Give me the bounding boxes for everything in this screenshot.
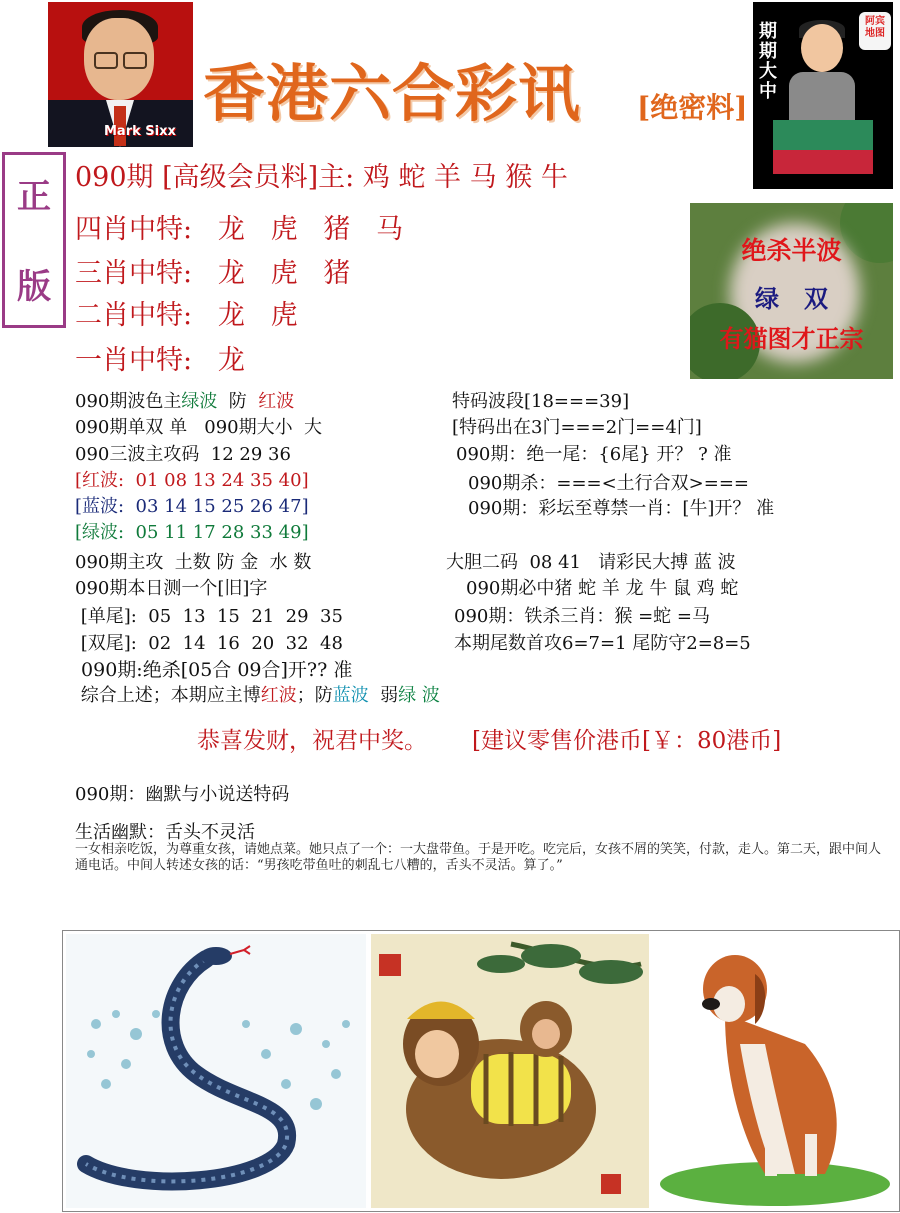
kill-line: 090期杀：===<土行合双>===: [468, 473, 750, 494]
four-zodiac-line: 四肖中特: 龙 虎 猪 马: [75, 214, 404, 245]
page-title-sub: [绝密料]: [637, 91, 748, 124]
price-text: [建议零售价港币[￥：80港币]: [472, 728, 782, 754]
story-heading: 090期：幽默与小说送特码: [75, 784, 290, 805]
zodiac-pictures: [62, 930, 900, 1212]
portrait-photo: [48, 2, 193, 147]
kill-combo-line: 090期:绝杀[05合 09合]开?? 准: [75, 659, 353, 681]
snake-picture: [66, 934, 366, 1208]
portrait-logo: Mark Sixx: [104, 124, 176, 139]
element-line: 090期主攻 土数 防 金 水 数: [75, 552, 312, 573]
cat-box-line3: 有猫图才正宗: [719, 324, 864, 353]
bold-two-code-line: 大胆二码 08 41 请彩民大搏 蓝 波: [446, 552, 736, 573]
one-zodiac-line: 一肖中特: 龙: [75, 345, 245, 376]
double-tail-line: [双尾]: 02 14 16 20 32 48: [75, 633, 343, 654]
wave-color-line: 090期波色主绿波 防 红波: [75, 391, 295, 412]
forbid-line: 090期：彩坛至尊禁一肖：[牛]开？ 准: [468, 498, 775, 519]
kill-three-line: 090期：铁杀三肖：猴 =蛇 =马: [454, 606, 710, 627]
congrats-text: 恭喜发财，祝君中奖。: [197, 728, 427, 754]
cat-box-line2: 绿 双: [754, 284, 829, 313]
dog-picture: [655, 934, 895, 1208]
cartoon-image: [753, 2, 893, 189]
three-zodiac-line: 三肖中特: 龙 虎 猪: [75, 258, 351, 289]
tail-kill-line: 090期：绝一尾：{6尾} 开？ ? 准: [456, 444, 732, 465]
summary-line: 综合上述；本期应主博红波；防蓝波 弱绿 波: [75, 685, 440, 706]
tail-numbers-line: 本期尾数首攻6=7=1 尾防守2=8=5: [454, 633, 751, 654]
red-wave-line: [红波: 01 08 13 24 35 40]: [75, 470, 309, 491]
cartoon-side-text: 期期大中: [759, 21, 777, 102]
stamp-bottom-char: 版: [17, 267, 51, 307]
blue-wave-line: [蓝波: 03 14 15 25 26 47]: [75, 496, 309, 517]
story-title: 生活幽默：舌头不灵活: [75, 822, 255, 843]
authentic-stamp: [2, 152, 66, 328]
green-wave-line: [绿波: 05 11 17 28 33 49]: [75, 522, 309, 543]
cartoon-sign: 阿宾 地图: [859, 12, 891, 50]
two-zodiac-line: 二肖中特: 龙 虎: [75, 300, 298, 331]
attack-code-line: 090三波主攻码 12 29 36: [75, 444, 291, 465]
gate-line: [特码出在3门===2门==4门]: [452, 417, 702, 438]
must-hit-line: 090期必中猪 蛇 羊 龙 牛 鼠 鸡 蛇: [466, 578, 739, 599]
story-body: 一女相亲吃饭，为尊重女孩，请她点菜。她只点了一个：一大盘带鱼。于是开吃。吃完后，女孩不屑的笑笑，付款，走人。第二天，跟中间人通电话。中间人转述女孩的话：“男孩吃带鱼吐的刺乱七八糟的，舌头不灵活。算了。”: [75, 842, 882, 873]
code-range-line: 特码波段[18===39]: [452, 391, 630, 412]
member-main-line: 090期 [高级会员料]主: 鸡 蛇 羊 马 猴 牛: [75, 162, 568, 193]
stamp-top-char: 正: [17, 177, 51, 217]
single-tail-line: [单尾]: 05 13 15 21 29 35: [75, 606, 343, 627]
char-test-line: 090期本日测一个[旧]字: [75, 578, 268, 599]
monkey-picture: [371, 934, 649, 1208]
cat-image-box: [690, 203, 893, 379]
cat-box-line1: 绝杀半波: [741, 236, 842, 265]
odd-even-line: 090期单双 单 090期大小 大: [75, 417, 323, 438]
page-title: 香港六合彩讯: [203, 57, 582, 130]
